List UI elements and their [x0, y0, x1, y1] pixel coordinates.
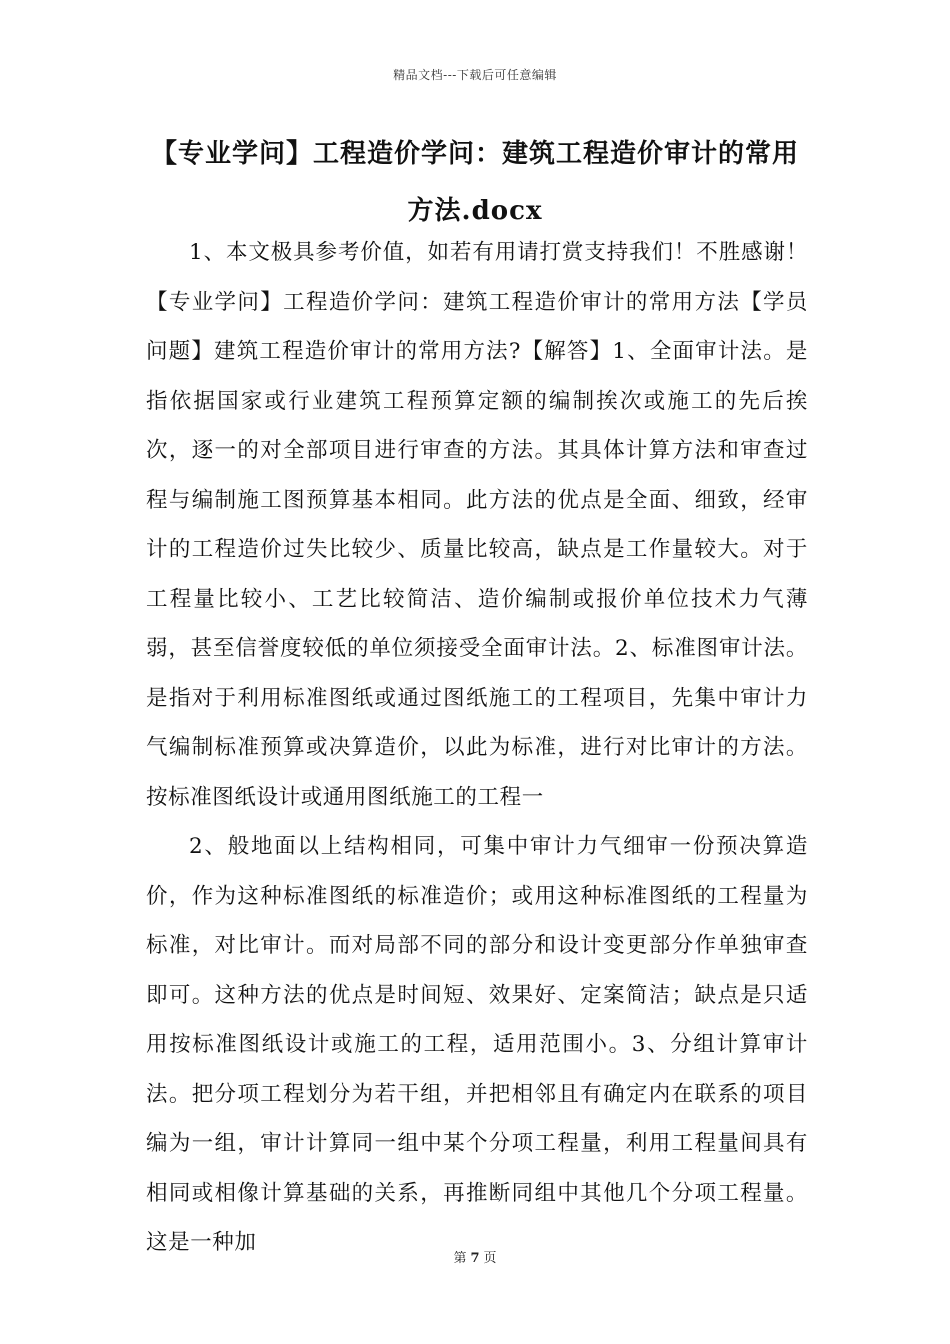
page-number-suffix: 页	[483, 1251, 497, 1266]
document-title: 【专业学问】工程造价学问：建筑工程造价审计的常用方法.docx	[150, 139, 799, 226]
page-footer	[0, 1247, 950, 1266]
page-number: 7	[470, 1251, 480, 1266]
document-body	[146, 228, 808, 1268]
page-header: 精品文档---下载后可任意编辑	[393, 68, 557, 82]
body-paragraph-1: 1、本文极具参考价值，如若有用请打赏支持我们！不胜感谢！【专业学问】工程造价学问：建筑工程造价审计的常用方法【学员问题】建筑工程造价审计的常用方法?【解答】1、全面审计法。是指依据国家或行业建筑工程预算定额的编制挨次或施工的先后挨次，逐一的对全部项目进行审查的方法。其具体计算方法和审查过程与编制施工图预算基本相同。此方法的优点是全面、细致，经审计的工程造价过失比较少、质量比较高，缺点是工作量较大。对于工程量比较小、工艺比较简洁、造价编制或报价单位技术力气薄弱，甚至信誉度较低的单位须接受全面审计法。2、标准图审计法。是指对于利用标准图纸或通过图纸施工的工程项目，先集中审计力气编制标准预算或决算造价，以此为标准，进行对比审计的方法。按标准图纸设计或通用图纸施工的工程一	[146, 240, 808, 810]
page-number-prefix: 第	[453, 1251, 467, 1266]
body-paragraph-2: 2、般地面以上结构相同，可集中审计力气细审一份预决算造价，作为这种标准图纸的标准造价；或用这种标准图纸的工程量为标准，对比审计。而对局部不同的部分和设计变更部分作单独审查即可。这种方法的优点是时间短、效果好、定案简洁；缺点是只适用按标准图纸设计或施工的工程，适用范围小。3、分组计算审计法。把分项工程划分为若干组，并把相邻且有确定内在联系的项目编为一组，审计计算同一组中某个分项工程量，利用工程量间具有相同或相像计算基础的关系，再推断同组中其他几个分项工程量。这是一种加	[146, 834, 808, 1255]
